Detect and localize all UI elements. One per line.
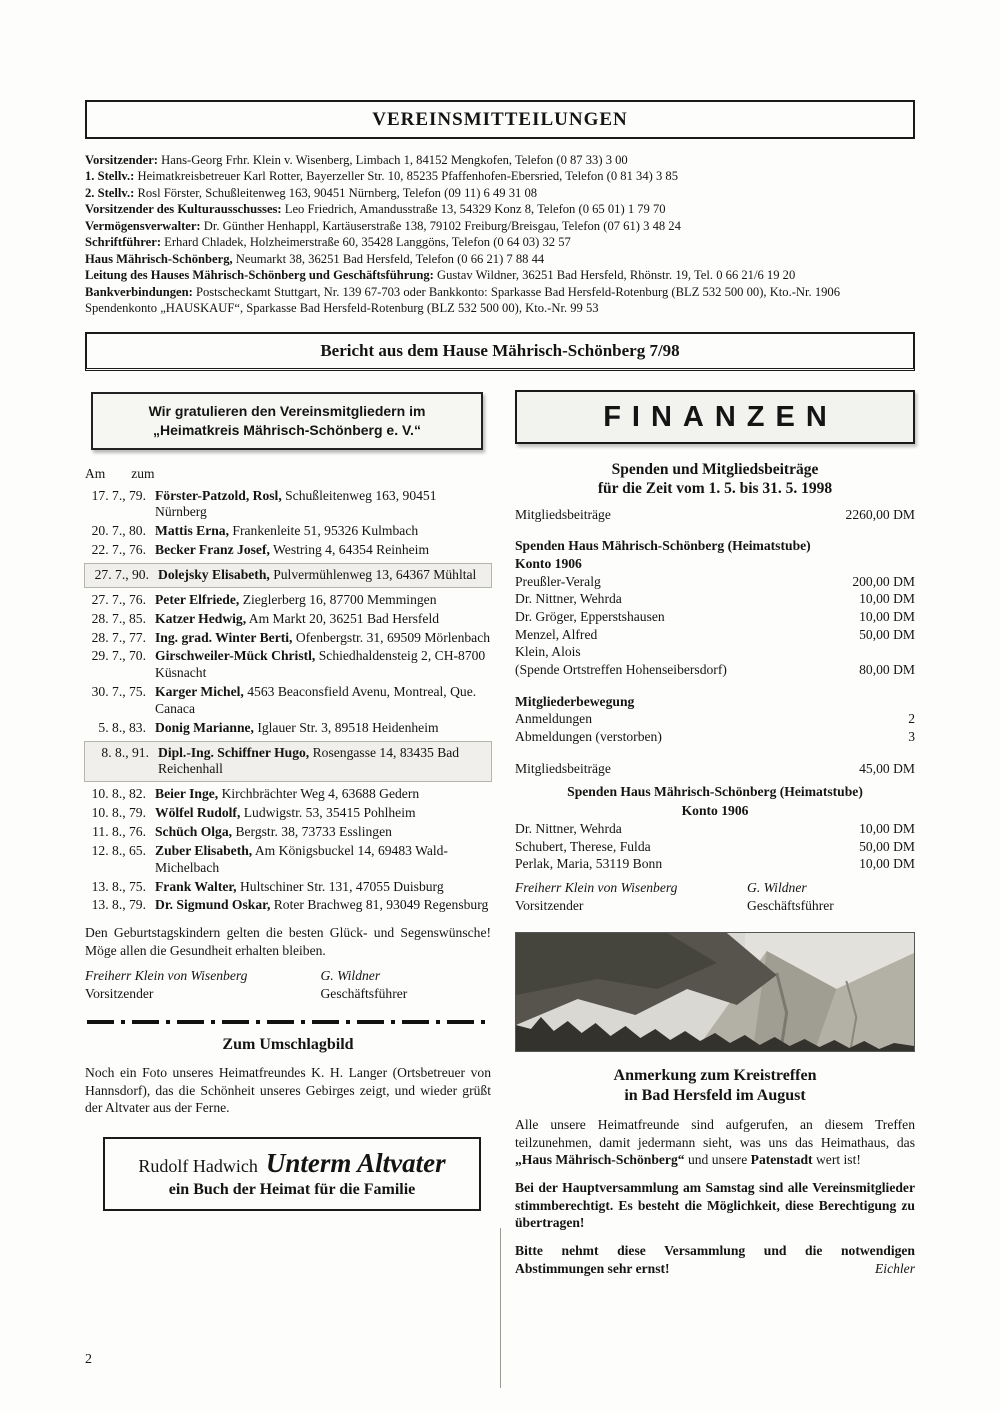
birthday-date: 29. 7., 70. [91, 648, 146, 664]
birthday-text [155, 542, 491, 559]
donations2-subheading-line2: Konto 1906 [681, 802, 749, 818]
signature-block-left [85, 968, 491, 984]
birthday-date: 11. 8., 76. [92, 823, 146, 839]
finance-row [515, 608, 915, 626]
birthday-list-header [85, 466, 491, 482]
report-title: Bericht aus dem Hause Mährisch-Schönberg 7/98 [320, 340, 680, 360]
fee2-value: 45,00 DM [859, 760, 915, 776]
birthday-text [155, 648, 491, 682]
birthday-address: Roter Brachweg 81, 93049 Regensburg [270, 897, 489, 913]
note-paragraph-1 [515, 1116, 915, 1169]
finance-row-label: Klein, Alois [515, 644, 581, 660]
birthday-date: 10. 8., 82. [91, 786, 146, 802]
finance-row [515, 710, 915, 728]
birthday-text [155, 720, 491, 737]
officer-details: Postscheckamt Stuttgart, Nr. 139 67-703 oder Bankkonto: Sparkasse Bad Hersfeld-Rotenburg (BLZ 532 500 00), Kto.-Nr. 1906 [192, 284, 841, 299]
signature-name-right: G. Wildner [320, 967, 381, 983]
officer-role-label: Vorsitzender: [85, 153, 158, 167]
note-title-line1: Anmerkung zum Kreistreffen [613, 1067, 817, 1085]
birthday-text [155, 630, 491, 647]
birthday-name: Peter Elfriede, [155, 591, 240, 607]
birthday-date: 8. 8., 91. [101, 744, 149, 760]
finance-row-label: (Spende Ortstreffen Hohenseibersdorf) [515, 661, 727, 677]
birthday-text [155, 684, 491, 718]
finance-row [515, 573, 915, 591]
birthday-text [155, 897, 491, 914]
birthday-text [158, 567, 488, 584]
birthday-date: 28. 7., 77. [91, 629, 146, 645]
finance-row-value: 10,00 DM [859, 591, 915, 607]
dash-dot-divider [87, 1020, 489, 1024]
finance-row-value: 2 [908, 711, 915, 727]
finance-row-label: Dr. Nittner, Wehrda [515, 591, 622, 607]
birthday-name: Dipl.-Ing. Schiffner Hugo, [158, 744, 310, 760]
officer-line [85, 185, 915, 201]
birthday-date: 20. 7., 80. [91, 523, 146, 539]
officer-details: Spendenkonto „HAUSKAUF“, Sparkasse Bad Hersfeld-Rotenburg (BLZ 532 500 00), Kto.-Nr. 99 53 [85, 301, 599, 316]
birthday-text [158, 745, 488, 779]
finanzen-title: FINANZEN [603, 400, 838, 433]
signature-block-right [515, 880, 915, 896]
finance-row-value: 10,00 DM [859, 856, 915, 872]
birthday-name: Dr. Sigmund Oskar, [155, 897, 271, 913]
birthday-name: Ing. grad. Winter Berti, [155, 629, 293, 645]
birthday-text [155, 879, 491, 896]
fee2-label: Mitgliedsbeiträge [515, 760, 611, 776]
birthday-entry [85, 542, 491, 559]
donations2-subheading [515, 783, 915, 820]
finance-row [515, 838, 915, 856]
birthday-closing-text: Den Geburtstagskindern gelten die besten Glück- und Segenswünsche! Möge allen die Gesundheit erhalten bleiben. [85, 925, 491, 958]
birthday-name: Dolejsky Elisabeth, [158, 567, 270, 582]
officer-details: Rosl Förster, Schußleitenweg 163, 90451 Nürnberg, Telefon (09 11) 6 49 31 08 [134, 185, 538, 200]
finance-row-label: Abmeldungen (verstorben) [515, 728, 662, 744]
birthday-entry [85, 720, 491, 737]
birthday-address: Am Markt 20, 36251 Bad Hersfeld [246, 610, 440, 626]
finanzen-banner [515, 390, 915, 444]
finance-row-value: 80,00 DM [859, 661, 915, 677]
officer-role-label: 2. Stellv.: [85, 185, 135, 200]
finance-row-value: 10,00 DM [859, 821, 915, 837]
signature2-roles [515, 898, 915, 914]
signature-name-left: Freiherr Klein von Wisenberg [85, 967, 248, 983]
officer-role-label: Vermögensverwalter: [85, 218, 201, 233]
finance-row [515, 626, 915, 644]
donations2-rows [515, 820, 915, 873]
birthday-address: Frankenleite 51, 95326 Kulmbach [229, 523, 419, 539]
donations-heading-line1: Spenden und Mitgliedsbeiträge [611, 460, 819, 478]
birthday-text [155, 523, 491, 540]
birthday-date: 22. 7., 76. [91, 542, 146, 558]
note-p1-text-c: und unsere [684, 1152, 751, 1168]
birthday-name: Becker Franz Josef, [155, 542, 270, 558]
finance-row-value: 50,00 DM [859, 626, 915, 642]
birthday-entry [85, 488, 491, 522]
signature2-name-left: Freiherr Klein von Wisenberg [515, 880, 678, 896]
birthday-address: Schußleitenweg 163, 90451 Nürnberg [155, 487, 437, 520]
officer-details: Heimatkreisbetreuer Karl Rotter, Bayerzeller Str. 10, 85235 Pfaffenhofen-Ebersried, Telefon (0 81 34) 3 85 [134, 169, 679, 184]
book-advert-box [103, 1137, 481, 1211]
birthday-entry [85, 523, 491, 540]
birthday-name: Girschweiler-Mück Christl, [155, 648, 316, 664]
officer-details: Neumarkt 38, 36251 Bad Hersfeld, Telefon (0 66 21) 7 88 44 [232, 251, 545, 266]
birthday-entry [85, 648, 491, 682]
note-title [515, 1066, 915, 1106]
officer-line [85, 201, 915, 217]
birthday-date: 17. 7., 79. [91, 487, 146, 503]
right-column [515, 390, 915, 1278]
donations-heading [515, 460, 915, 499]
masthead-title: VEREINSMITTEILUNGEN [372, 109, 628, 130]
left-column [85, 390, 491, 1278]
cover-section-title: Zum Umschlagbild [222, 1035, 354, 1053]
birthday-date: 10. 8., 79. [91, 805, 146, 821]
header-am: Am [85, 465, 106, 481]
officer-role-label: Leitung des Hauses Mährisch-Schönberg und Geschäftsführung: [85, 268, 434, 283]
finance-row-label: Dr. Nittner, Wehrda [515, 821, 622, 837]
donations1-subheading [515, 537, 915, 572]
masthead-box [85, 100, 915, 139]
note-p1-text-e: wert ist! [812, 1152, 861, 1168]
officer-role-label: 1. Stellv.: [85, 169, 135, 184]
finance-row-value: 200,00 DM [852, 573, 915, 589]
finance-row [515, 728, 915, 746]
birthday-date: 30. 7., 75. [91, 684, 146, 700]
birthday-address: Kirchbrächter Weg 4, 63688 Gedern [218, 786, 420, 802]
officer-details: Leo Friedrich, Amandusstraße 13, 54329 Konz 8, Telefon (0 65 01) 1 79 70 [281, 202, 666, 217]
finance-row-label: Anmeldungen [515, 711, 593, 727]
note-p1-bold-house: „Haus Mährisch-Schönberg“ [515, 1152, 685, 1168]
signature2-name-right: G. Wildner [747, 880, 807, 896]
book-advert-headline [113, 1148, 471, 1179]
signature-role-right: Geschäftsführer [320, 985, 408, 1001]
officer-line [85, 251, 915, 267]
signature-role-left: Vorsitzender [85, 985, 154, 1001]
birthday-name: Katzer Hedwig, [155, 610, 247, 626]
note-p3-text: Bitte nehmt diese Versammlung und die notwendigen Abstimmungen sehr ernst! [515, 1243, 915, 1276]
birthday-date: 13. 8., 79. [91, 897, 146, 913]
signature2-role-left: Vorsitzender [515, 898, 584, 914]
birthday-date: 28. 7., 85. [91, 610, 146, 626]
officer-details: Erhard Chladek, Holzheimerstraße 60, 35428 Langgöns, Telefon (0 64 03) 32 57 [161, 235, 571, 250]
movement-heading: Mitgliederbewegung [515, 693, 635, 709]
membership-fee-row [515, 506, 915, 524]
officer-line [85, 218, 915, 234]
note-paragraph-2: Bei der Hauptversammlung am Samstag sind alle Vereinsmitglieder stimmberechtigt. Es besteht die Möglichkeit, diese Berechtigung zu übertragen! [515, 1180, 915, 1231]
officer-line [85, 300, 915, 316]
fee-label: Mitgliedsbeiträge [515, 506, 611, 522]
donations1-subheading-line1: Spenden Haus Mährisch-Schönberg (Heimatstube) [515, 538, 811, 554]
book-title: Unterm Altvater [265, 1147, 446, 1178]
finance-row-value: 50,00 DM [859, 838, 915, 854]
birthday-text [155, 824, 491, 841]
officers-block [85, 152, 915, 317]
birthday-name: Schüch Olga, [155, 823, 233, 839]
movement-rows [515, 710, 915, 745]
congrats-line2: „Heimatkreis Mährisch-Schönberg e. V.“ [153, 421, 421, 438]
finance-row-label: Menzel, Alfred [515, 626, 598, 642]
donations1-rows [515, 573, 915, 679]
officer-role-label: Vorsitzender des Kulturausschusses: [85, 202, 282, 217]
note-p1-text-a: Alle unsere Heimatfreunde sind aufgerufen, an diesem Treffen teilzunehmen, damit jedermann sieht, was uns das Heimathaus, das [515, 1117, 915, 1150]
birthday-address: 4563 Beaconsfield Avenu, Montreal, Que. Canaca [155, 684, 477, 716]
donations2-subheading-line1: Spenden Haus Mährisch-Schönberg (Heimatstube) [567, 784, 863, 800]
book-author: Rudolf Hadwich [138, 1155, 258, 1176]
birthday-name: Frank Walter, [155, 878, 237, 894]
officer-role-label: Schriftführer: [85, 235, 162, 250]
officer-line [85, 152, 915, 168]
membership-fee-row-2 [515, 760, 915, 778]
signature2-role-right: Geschäftsführer [747, 898, 834, 914]
birthday-address: Ofenbergstr. 31, 69509 Mörlenbach [292, 629, 491, 645]
birthday-address: Hultschiner Str. 131, 47055 Duisburg [236, 878, 444, 894]
birthday-entry [85, 564, 491, 587]
note-p1-bold-patenstadt: Patenstadt [750, 1152, 813, 1168]
finance-row-value: 3 [908, 728, 915, 744]
congrats-line1: Wir gratulieren den Vereinsmitgliedern im [148, 402, 426, 419]
column-divider-rule [500, 1228, 501, 1388]
birthday-name: Beier Inge, [155, 786, 219, 802]
note-title-line2: in Bad Hersfeld im August [624, 1087, 806, 1105]
birthday-name: Wölfel Rudolf, [155, 805, 241, 821]
birthday-entry [85, 684, 491, 718]
birthday-address: Schiedhaldensteig 2, CH-8700 Küsnacht [155, 648, 486, 681]
birthday-entry [85, 879, 491, 896]
finance-row [515, 820, 915, 838]
birthday-entry [85, 786, 491, 803]
birthday-address: Zieglerberg 16, 87700 Memmingen [239, 591, 437, 607]
birthday-address: Iglauer Str. 3, 89518 Heidenheim [253, 719, 439, 735]
officer-details: Gustav Wildner, 36251 Bad Hersfeld, Rhönstr. 19, Tel. 0 66 21/6 19 20 [433, 268, 796, 283]
finance-row-label: Perlak, Maria, 53119 Bonn [515, 856, 663, 872]
officer-line [85, 267, 915, 283]
birthday-address: Am Königsbuckel 14, 69483 Wald-Michelbach [155, 842, 448, 875]
birthday-entry [85, 742, 491, 782]
birthday-address: Ludwigstr. 53, 35415 Pohlheim [240, 805, 416, 821]
donations-heading-line2: für die Zeit vom 1. 5. bis 31. 5. 1998 [597, 480, 833, 498]
finance-row-label: Preußler-Veralg [515, 573, 601, 589]
birthday-entry [85, 805, 491, 822]
birthday-name: Mattis Erna, [155, 523, 230, 539]
birthday-text [155, 805, 491, 822]
finance-row [515, 590, 915, 608]
fee-value: 2260,00 DM [845, 506, 915, 522]
birthday-entry [85, 843, 491, 877]
birthday-text [155, 843, 491, 877]
officer-line [85, 284, 915, 300]
birthday-name: Förster-Patzold, Rosl, [155, 487, 282, 503]
report-banner [85, 332, 915, 371]
birthday-date: 13. 8., 75. [91, 878, 146, 894]
congratulations-box [91, 392, 483, 450]
finance-row-label: Schubert, Therese, Fulda [515, 838, 651, 854]
officer-line [85, 234, 915, 250]
birthday-name: Donig Marianne, [155, 719, 254, 735]
birthday-address: Westring 4, 64354 Reinheim [269, 542, 430, 558]
signature-roles-left [85, 986, 491, 1002]
two-column-body [85, 390, 915, 1278]
finance-row [515, 643, 915, 661]
birthday-address: Bergstr. 38, 73733 Esslingen [232, 823, 392, 839]
birthday-entry [85, 611, 491, 628]
birthday-address: Rosengasse 14, 83435 Bad Reichenhall [158, 744, 460, 777]
finance-row-value: 10,00 DM [859, 608, 915, 624]
birthday-text [155, 786, 491, 803]
officer-details: Dr. Günther Henhappl, Kartäuserstraße 138, 79102 Freiburg/Breisgau, Telefon (07 61) 3 48 24 [200, 218, 681, 233]
birthday-date: 5. 8., 83. [98, 719, 146, 735]
note-paragraph-3 [515, 1242, 915, 1277]
finance-row [515, 855, 915, 873]
birthday-list [85, 488, 491, 915]
birthday-text [155, 488, 491, 522]
finance-row-label: Dr. Gröger, Epperstshausen [515, 608, 665, 624]
officer-role-label: Haus Mährisch-Schönberg, [85, 251, 233, 266]
birthday-text [155, 592, 491, 609]
birthday-entry [85, 630, 491, 647]
officer-role-label: Bankverbindungen: [85, 284, 193, 299]
birthday-date: 12. 8., 65. [91, 842, 146, 858]
header-zum: zum [131, 465, 155, 481]
officer-details: Hans-Georg Frhr. Klein v. Wisenberg, Limbach 1, 84152 Mengkofen, Telefon (0 87 33) 3 00 [157, 153, 628, 167]
landscape-photo [515, 932, 915, 1052]
birthday-text [155, 611, 491, 628]
birthday-name: Karger Michel, [155, 684, 244, 700]
finance-row [515, 661, 915, 679]
birthday-name: Zuber Elisabeth, [155, 842, 253, 858]
note-author: Eichler [874, 1260, 915, 1276]
page-number: 2 [85, 1352, 92, 1367]
cover-section-text: Noch ein Foto unseres Heimatfreundes K. H. Langer (Ortsbetreuer von Hannsdorf), das die Schönheit unseres Gebirges zeigt, und wieder grüßt der Altvater aus der Ferne. [85, 1064, 491, 1116]
officer-line [85, 168, 915, 184]
birthday-entry [85, 824, 491, 841]
book-subtitle: ein Buch der Heimat für die Familie [168, 1180, 416, 1198]
donations1-subheading-line2: Konto 1906 [515, 555, 582, 571]
birthday-entry [85, 592, 491, 609]
birthday-date: 27. 7., 90. [94, 567, 149, 582]
birthday-date: 27. 7., 76. [91, 591, 146, 607]
birthday-address: Pulvermühlenweg 13, 64367 Mühltal [269, 567, 477, 582]
birthday-entry [85, 897, 491, 914]
